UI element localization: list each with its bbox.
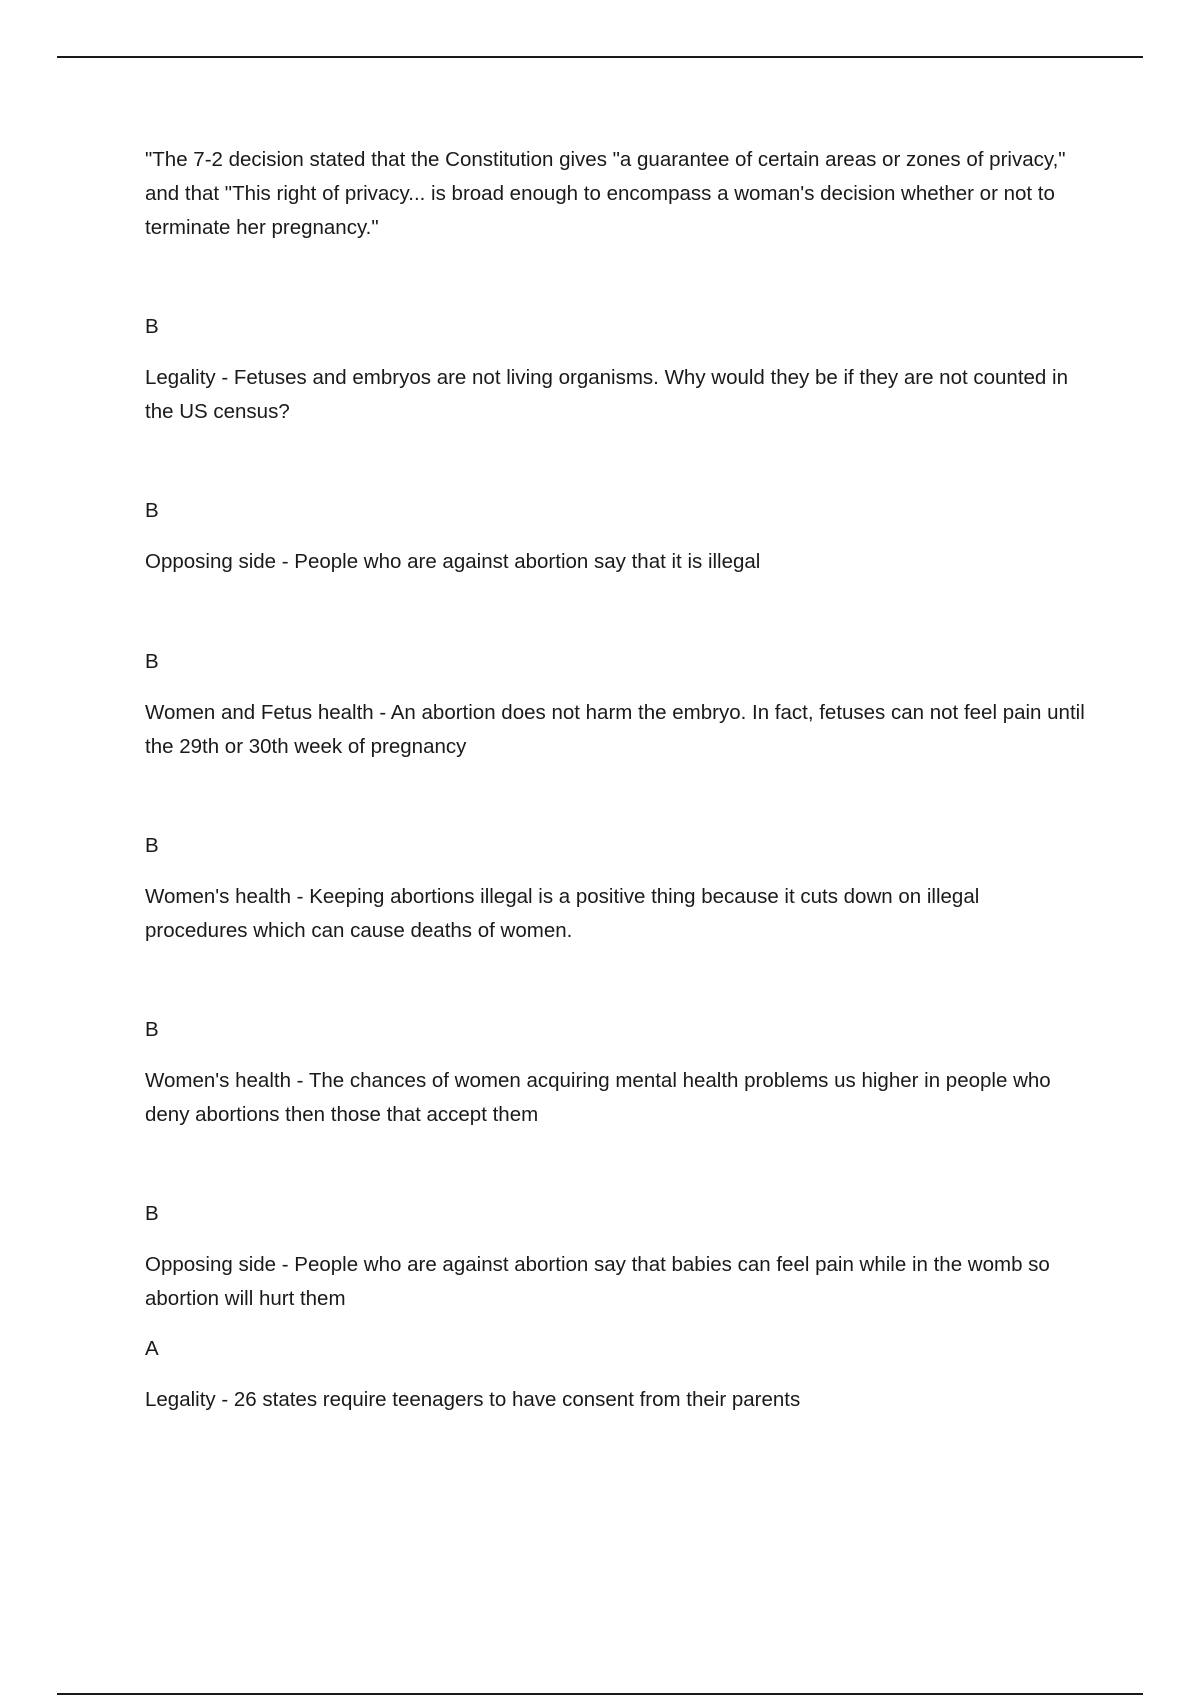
women-fetus-health-paragraph: Women and Fetus health - An abortion does not harm the embryo. In fact, fetuses can not feel pain until the 29th or 30th week of pregnancy bbox=[145, 701, 1085, 758]
answer-letter: B bbox=[145, 834, 159, 857]
answer-letter: B bbox=[145, 650, 159, 673]
legality-paragraph: Legality - Fetuses and embryos are not living organisms. Why would they be if they are not counted in the US census? bbox=[145, 366, 1068, 423]
quote-paragraph: "The 7-2 decision stated that the Constitution gives "a guarantee of certain areas or zones of privacy," and that "This right of privacy... is broad enough to encompass a woman's decision whether or not to terminate her pregnancy." bbox=[145, 148, 1066, 239]
footer-rule bbox=[57, 1693, 1143, 1695]
opposing-side-paragraph: Opposing side - People who are against abortion say that babies can feel pain while in the womb so abortion will hurt them bbox=[145, 1253, 1050, 1310]
opposing-side-paragraph: Opposing side - People who are against abortion say that it is illegal bbox=[145, 550, 761, 573]
answer-letter: B bbox=[145, 499, 159, 522]
womens-health-paragraph: Women's health - Keeping abortions illegal is a positive thing because it cuts down on illegal procedures which can cause deaths of women. bbox=[145, 885, 980, 942]
answer-letter: B bbox=[145, 315, 159, 338]
answer-letter: A bbox=[145, 1337, 159, 1360]
womens-health-paragraph: Women's health - The chances of women acquiring mental health problems us higher in people who deny abortions then those that accept them bbox=[145, 1069, 1051, 1126]
legality-paragraph: Legality - 26 states require teenagers to have consent from their parents bbox=[145, 1388, 801, 1411]
answer-letter: B bbox=[145, 1018, 159, 1041]
answer-letter: B bbox=[145, 1202, 159, 1225]
header-rule bbox=[57, 56, 1143, 58]
